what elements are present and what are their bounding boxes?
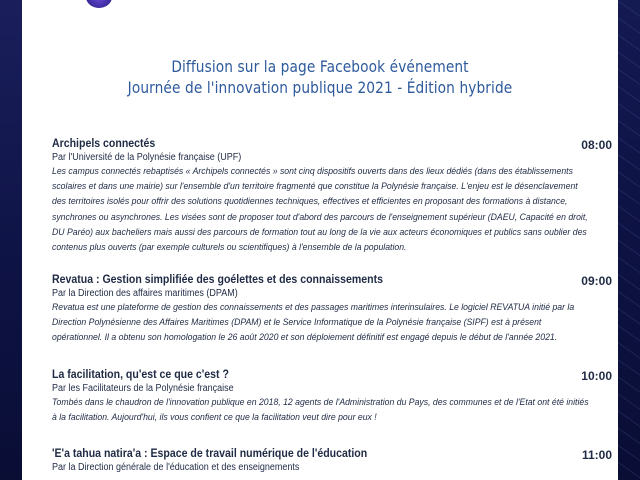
header-title-line-1: Diffusion sur la page Facebook événement xyxy=(171,57,469,76)
entry-title: Revatua : Gestion simplifiée des goélettes et des connaissements xyxy=(52,272,383,286)
entry-presenter: Par les Facilitateurs de la Polynésie française xyxy=(52,383,234,394)
entry-description: Revatua est une plateforme de gestion des connaissements et des passages maritimes interinsulaires. Le logiciel REVATUA initié par la Direction Polynésienne des Affaires Maritimes (DPAM) et le Service Informatique de la Polynésie française (SIPF) est à présent opérationnel. Il a obtenu son homologation le 26 août 2020 et son déploiement définitif est engagé depuis le début de l'année 2021. xyxy=(52,302,575,344)
entry-description: Tombés dans le chaudron de l'innovation publique en 2018, 12 agents de l'Administration du Pays, des communes et de l'Etat ont été initiés à la facilitation. Aujourd'hui, ils vous confient ce que la facilitation veut dire pour eux ! xyxy=(52,397,589,424)
entry-presenter: Par la Direction générale de l'éducation et des enseignements xyxy=(52,462,300,473)
entry-time: 08:00 xyxy=(581,138,612,152)
background-right-panel xyxy=(618,0,640,480)
entry-time: 09:00 xyxy=(581,274,612,288)
entry-title: 'E'a tahua natira'a : Espace de travail numérique de l'éducation xyxy=(52,446,368,460)
entry-presenter: Par la Direction des affaires maritimes (DPAM) xyxy=(52,288,238,299)
program-entry xyxy=(52,367,612,425)
entry-time: 10:00 xyxy=(581,369,612,383)
program-entry xyxy=(52,446,612,474)
program-entry xyxy=(52,272,612,346)
document-header xyxy=(22,56,618,98)
entry-description: Les campus connectés rebaptisés « Archipels connectés » sont cinq dispositifs ouverts dans des lieux dédiés (dans des établissements scolaires et dans une mairie) sur l'ensemble d'un territoire fragmenté que constitue la Polynésie française. L'enjeu est le désenclavement des territoires isolés pour offrir des solutions quotidiennes techniques, effectives et efficientes en proposant des formations à distance, synchrones ou asynchrones. Les visées sont de proposer tout d'abord des parcours de l'enseignement supérieur (DAEU, Capacité en droit, DU Paréo) aux bacheliers mais aussi des parcours de formation tout au long de la vie aux acteurs économiques et publics sans oublier des contenus plus ouverts (par exemple culturels ou scientifiques) à l'ensemble de la population. xyxy=(52,166,588,254)
document-page xyxy=(22,0,618,480)
program-entry xyxy=(52,136,612,255)
entry-title: Archipels connectés xyxy=(52,136,156,150)
entry-title: La facilitation, qu'est ce que c'est ? xyxy=(52,367,229,381)
header-title-line-2: Journée de l'innovation publique 2021 - Édition hybride xyxy=(127,78,513,97)
entry-presenter: Par l'Université de la Polynésie française (UPF) xyxy=(52,152,242,163)
entry-time: 11:00 xyxy=(581,448,612,462)
background-left-panel xyxy=(0,0,22,480)
